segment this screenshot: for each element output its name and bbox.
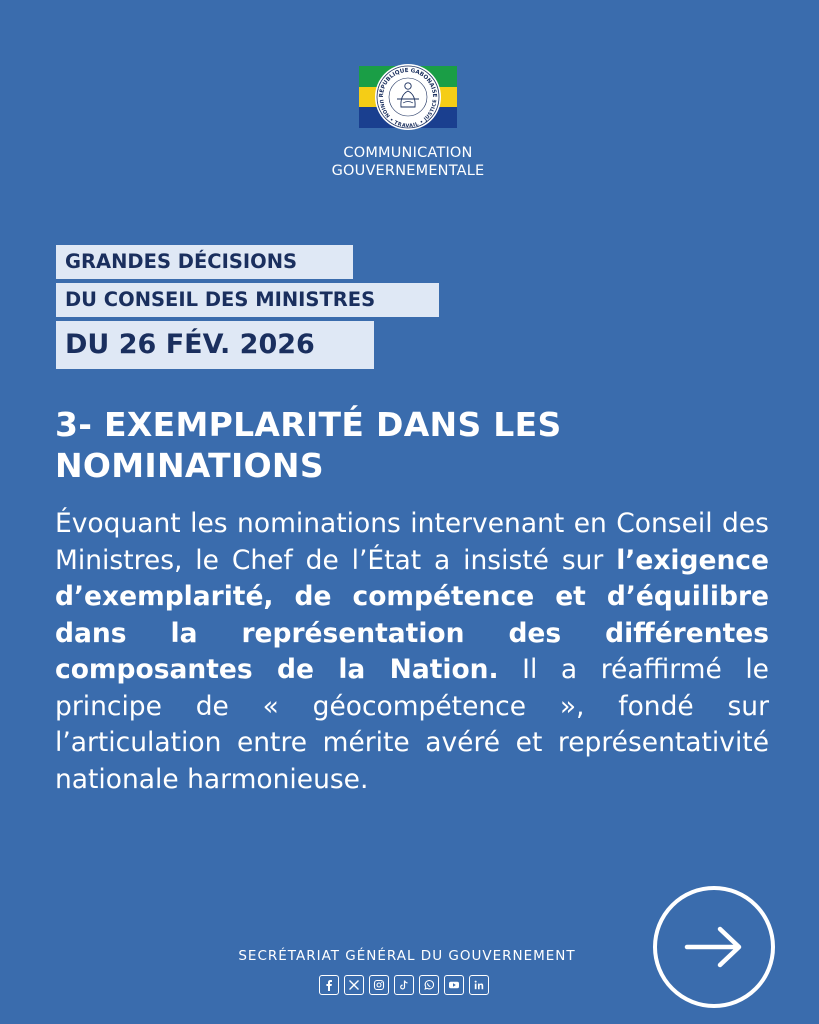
article-body-part1: Évoquant les nominations intervenant en Conseil des Ministres, le Chef de l’État a insisté sur	[55, 508, 769, 576]
article-body-part2: Il a réaffirmé le principe de « géocompétence », fondé sur l’articulation entre mérite avéré et représentativité nationale harmonieuse.	[55, 654, 769, 795]
org-name-line1: COMMUNICATION	[343, 145, 473, 161]
svg-text:UNION • TRAVAIL • JUSTICE: UNION • TRAVAIL • JUSTICE	[377, 99, 439, 130]
article-heading: 3- EXEMPLARITÉ DANS LES NOMINATIONS	[55, 405, 562, 485]
linkedin-icon[interactable]	[469, 975, 489, 995]
republic-seal-icon	[373, 63, 443, 131]
x-icon[interactable]	[344, 975, 364, 995]
banner-line-1: GRANDES DÉCISIONS	[56, 245, 353, 279]
youtube-icon[interactable]	[444, 975, 464, 995]
instagram-icon[interactable]	[369, 975, 389, 995]
whatsapp-icon[interactable]	[419, 975, 439, 995]
banner-date: DU 26 FÉV. 2026	[56, 321, 374, 369]
tiktok-icon[interactable]	[394, 975, 414, 995]
facebook-icon[interactable]	[319, 975, 339, 995]
org-name-line2: GOUVERNEMENTALE	[331, 163, 485, 179]
svg-text:RÉPUBLIQUE GABONAISE: RÉPUBLIQUE GABONAISE	[378, 67, 438, 98]
banner-line-2: DU CONSEIL DES MINISTRES	[56, 283, 439, 317]
article-body-bold: l’exigence d’exemplarité, de compétence et d’équilibre dans la représentation des différentes composantes de la Nation.	[55, 544, 769, 685]
arrow-right-icon	[684, 925, 744, 969]
org-name	[300, 144, 516, 180]
next-slide-button[interactable]	[653, 886, 775, 1008]
social-links	[319, 975, 489, 995]
footer-signature: SECRÉTARIAT GÉNÉRAL DU GOUVERNEMENT	[238, 948, 576, 964]
article-body	[55, 506, 769, 798]
